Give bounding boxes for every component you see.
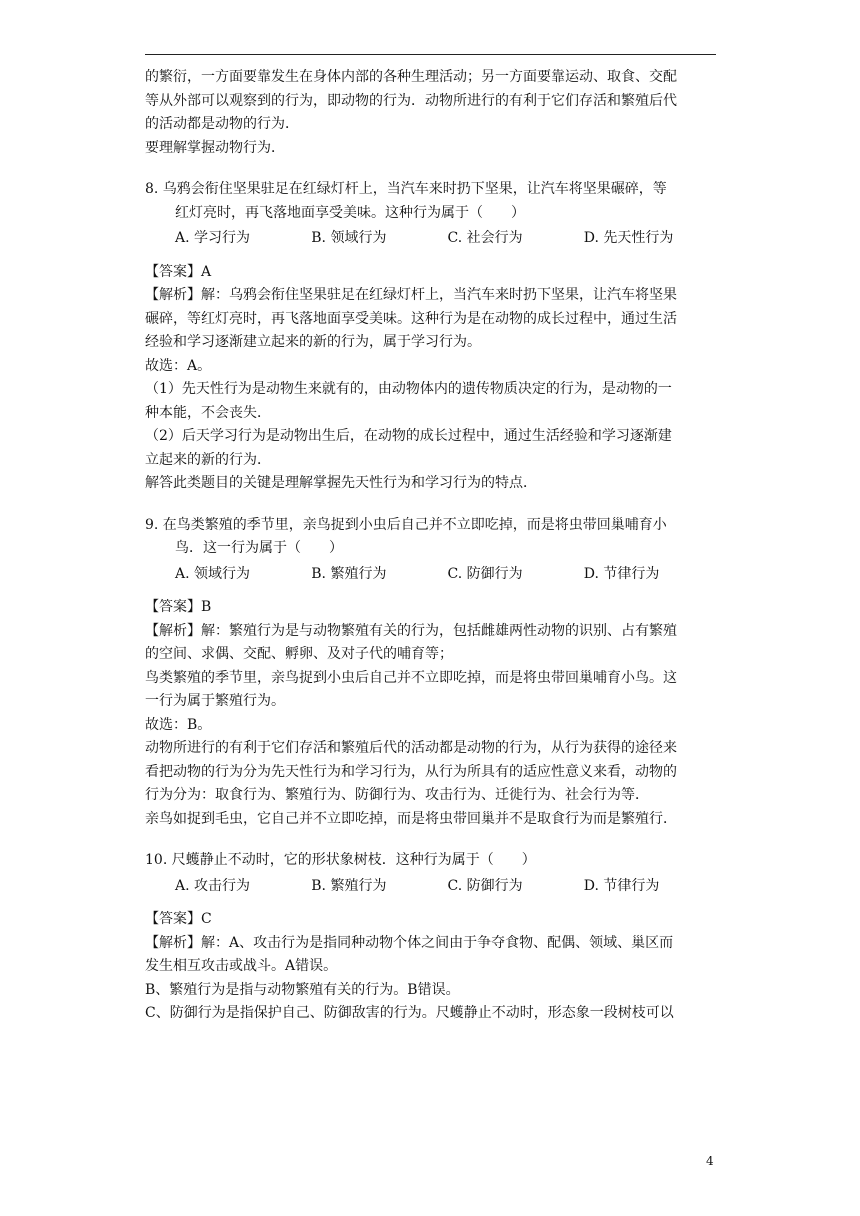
option-d: D. 先天性行为 (583, 230, 674, 246)
intro-line: 的活动都是动物的行为． (145, 116, 299, 132)
analysis-line: 一行为属于繁殖行为。 (145, 693, 285, 709)
intro-line: 的繁衍，一方面要靠发生在身体内部的各种生理活动；另一方面要靠运动、取食、交配 (145, 69, 677, 85)
page-content (145, 66, 720, 1026)
analysis-line: 故选：A。 (145, 357, 212, 374)
question-9 (145, 514, 720, 832)
analysis-line: （1）先天性行为是动物生来就有的，由动物体内的遗传物质决定的行为，是动物的一 (145, 381, 672, 397)
analysis-line: 【解析】解：乌鸦会衔住坚果驻足在红绿灯杆上，当汽车来时扔下坚果，让汽车将坚果 (145, 287, 677, 303)
analysis-line: 碾碎，等红灯亮时，再飞落地面享受美味。这种行为是在动物的成长过程中，通过生活 (145, 310, 677, 327)
intro-block (145, 66, 720, 160)
question-8 (145, 178, 720, 496)
option-c: C. 防御行为 (447, 565, 523, 582)
answer: 【答案】B (145, 599, 212, 615)
analysis-line: 亲鸟如捉到毛虫，它自己并不立即吃掉，而是将虫带回巢并不是取食行为而是繁殖行． (145, 810, 677, 827)
analysis-line: 解答此类题目的关键是理解掌握先天性行为和学习行为的特点． (145, 475, 537, 491)
analysis-line: 故选：B。 (145, 716, 212, 733)
question-stem-cont: 红灯亮时，再飞落地面享受美味。这种行为属于（ ） (175, 204, 525, 221)
analysis-line: 立起来的新的行为． (145, 451, 271, 468)
option-a: A. 学习行为 (175, 230, 251, 246)
analysis-line: 【解析】解：A、攻击行为是指同种动物个体之间由于争夺食物、配偶、领域、巢区而 (145, 934, 674, 951)
options-row (145, 875, 720, 899)
option-b: B. 繁殖行为 (311, 565, 387, 582)
option-a: A. 攻击行为 (175, 877, 251, 894)
header-rule (145, 54, 716, 55)
intro-line: 要理解掌握动物行为． (145, 139, 285, 156)
analysis-line: 看把动物的行为分为先天性行为和学习行为，从行为所具有的适应性意义来看，动物的 (145, 763, 677, 780)
options-row (145, 227, 720, 251)
answer: 【答案】C (145, 911, 212, 927)
analysis-line: C、防御行为是指保护自己、防御敌害的行为。尺蠖静止不动时，形态象一段树枝可以 (145, 1005, 674, 1021)
option-d: D. 节律行为 (583, 565, 660, 582)
option-a: A. 领域行为 (175, 565, 251, 582)
option-d: D. 节律行为 (583, 877, 660, 894)
analysis-line: 的空间、求偶、交配、孵卵、及对子代的哺育等； (145, 646, 453, 662)
analysis-line: 经验和学习逐渐建立起来的新的行为，属于学习行为。 (145, 334, 481, 350)
analysis-line: 鸟类繁殖的季节里，亲鸟捉到小虫后自己并不立即吃掉，而是将虫带回巢哺育小鸟。这 (145, 669, 677, 686)
intro-line: 等从外部可以观察到的行为，即动物的行为．动物所进行的有利于它们存活和繁殖后代 (145, 92, 677, 109)
option-c: C. 防御行为 (447, 877, 523, 894)
question-stem: 9. 在鸟类繁殖的季节里，亲鸟捉到小虫后自己并不立即吃掉，而是将虫带回巢哺育小 (145, 516, 667, 533)
analysis-line: B、繁殖行为是指与动物繁殖有关的行为。B错误。 (145, 981, 460, 998)
options-row (145, 563, 720, 587)
analysis-line: （2）后天学习行为是动物出生后，在动物的成长过程中，通过生活经验和学习逐渐建 (145, 428, 672, 444)
page-number: 4 (706, 1154, 714, 1168)
analysis-line: 动物所进行的有利于它们存活和繁殖后代的活动都是动物的行为，从行为获得的途径来 (145, 740, 677, 756)
option-b: B. 领域行为 (311, 230, 387, 246)
question-stem-cont: 鸟．这一行为属于（ ） (175, 540, 343, 556)
question-stem: 10. 尺蠖静止不动时，它的形状象树枝．这种行为属于（ ） (145, 852, 536, 868)
option-b: B. 繁殖行为 (311, 877, 387, 894)
analysis-line: 发生相互攻击或战斗。A错误。 (145, 958, 338, 974)
analysis-line: 行为分为：取食行为、繁殖行为、防御行为、攻击行为、迁徙行为、社会行为等． (145, 787, 649, 803)
option-c: C. 社会行为 (447, 230, 523, 246)
answer: 【答案】A (145, 263, 212, 280)
question-stem: 8. 乌鸦会衔住坚果驻足在红绿灯杆上，当汽车来时扔下坚果，让汽车将坚果碾碎，等 (145, 181, 667, 197)
question-10 (145, 849, 720, 1026)
analysis-line: 种本能，不会丧失． (145, 404, 271, 421)
analysis-line: 【解析】解：繁殖行为是与动物繁殖有关的行为，包括雌雄两性动物的识别、占有繁殖 (145, 622, 677, 639)
